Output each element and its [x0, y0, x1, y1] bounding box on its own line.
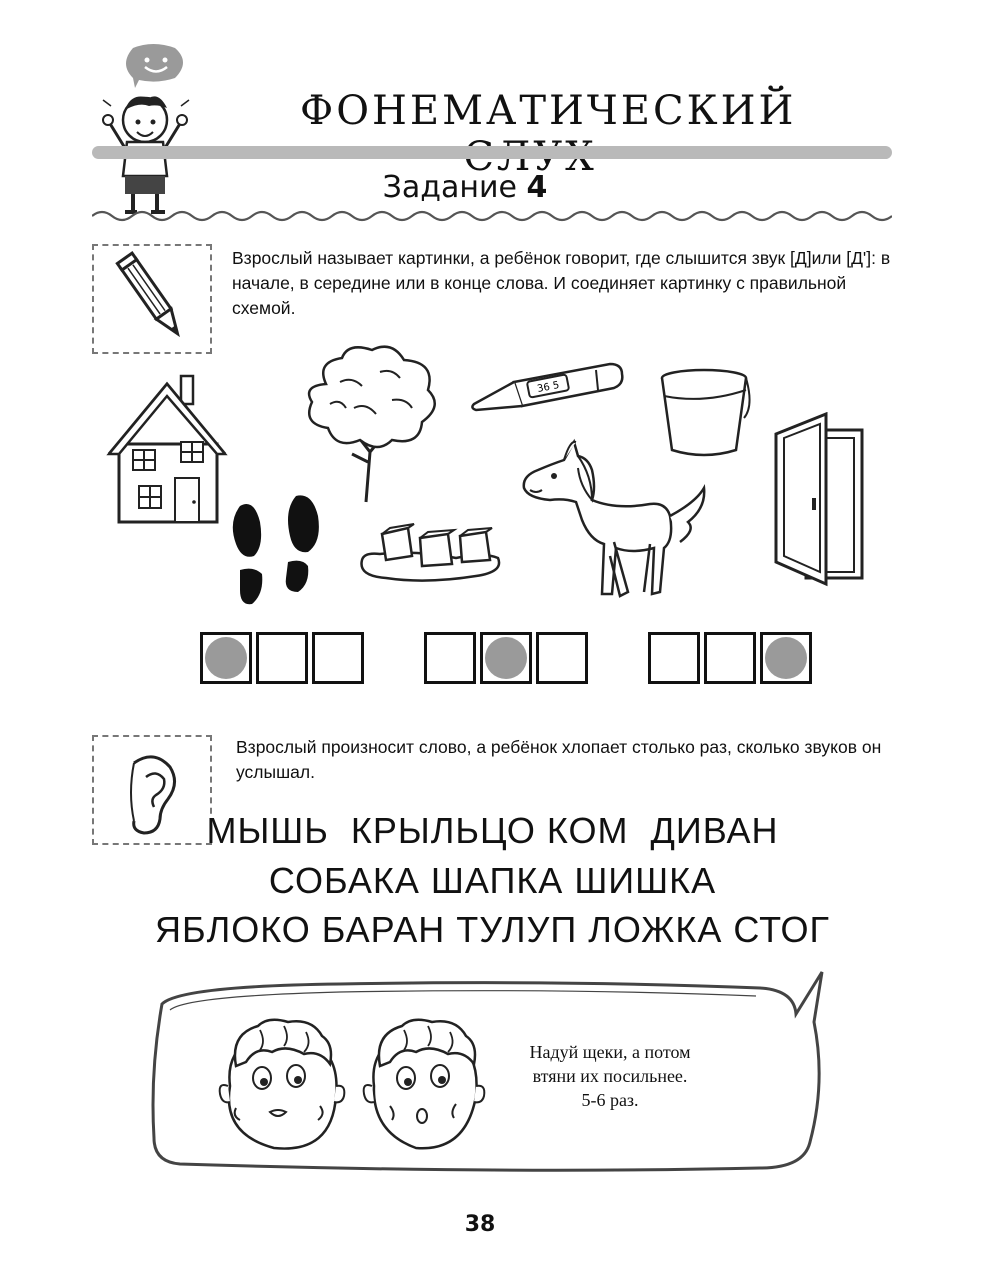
word-line-3: ЯБЛОКО БАРАН ТУЛУП ЛОЖКА СТОГ	[154, 909, 831, 950]
instruction-text-2: Взрослый произносит слово, а ребёнок хлопает столько раз, сколько звуков он услышал.	[236, 737, 882, 782]
task-heading	[300, 170, 630, 205]
task-label: Задание	[382, 170, 517, 205]
page-title: ФОНЕМАТИЧЕСКИЙ	[300, 88, 797, 134]
scheme-cell-1	[200, 632, 252, 684]
tree-picture	[296, 342, 446, 504]
boy-face-sucked-cheeks	[360, 1016, 490, 1154]
house-picture	[105, 372, 230, 527]
exercise-instruction	[510, 1040, 710, 1112]
thermometer-picture	[468, 360, 628, 420]
scheme-cell-1	[648, 632, 700, 684]
boy-mascot-illustration	[95, 40, 215, 220]
thermometer-reading: 36 5	[536, 379, 561, 395]
exercise-line-3: 5-6 раз.	[581, 1090, 639, 1110]
exercise-line-2: втяни их посильнее.	[532, 1066, 688, 1086]
exercise-line-1: Надуй щеки, а потом	[529, 1042, 691, 1062]
page-number: 38	[464, 1212, 496, 1237]
door-picture	[770, 412, 866, 588]
sound-scheme-end[interactable]	[648, 632, 812, 684]
sound-dot	[765, 637, 807, 679]
scheme-cell-1	[424, 632, 476, 684]
scheme-cell-3	[536, 632, 588, 684]
wavy-divider	[92, 206, 892, 226]
sound-scheme-beginning[interactable]	[200, 632, 364, 684]
word-line-2: СОБАКА ШАПКА ШИШКА	[268, 860, 717, 901]
title-underline-bar	[92, 146, 892, 159]
footprints-picture	[222, 494, 332, 606]
scheme-cell-2	[480, 632, 532, 684]
boy-face-puffed-cheeks	[216, 1016, 346, 1154]
ice-cubes-picture	[356, 520, 506, 584]
scheme-cell-3	[312, 632, 364, 684]
pencil-icon	[94, 246, 210, 352]
scheme-cell-2	[256, 632, 308, 684]
scheme-cell-3	[760, 632, 812, 684]
sound-dot	[485, 637, 527, 679]
sound-scheme-middle[interactable]	[424, 632, 588, 684]
sound-dot	[205, 637, 247, 679]
word-line-1: МЫШЬ КРЫЛЬЦО КОМ ДИВАН	[206, 810, 779, 851]
task-number: 4	[526, 170, 548, 205]
horse-picture	[520, 436, 710, 606]
scheme-cell-2	[704, 632, 756, 684]
pencil-icon-frame	[92, 244, 212, 354]
instruction-text-1: Взрослый называет картинки, а ребёнок говорит, где слышится звук [Д]или [Д']: в начале, в середине или в конце слова. И соединяет картинку с правильной схемой.	[232, 248, 891, 318]
